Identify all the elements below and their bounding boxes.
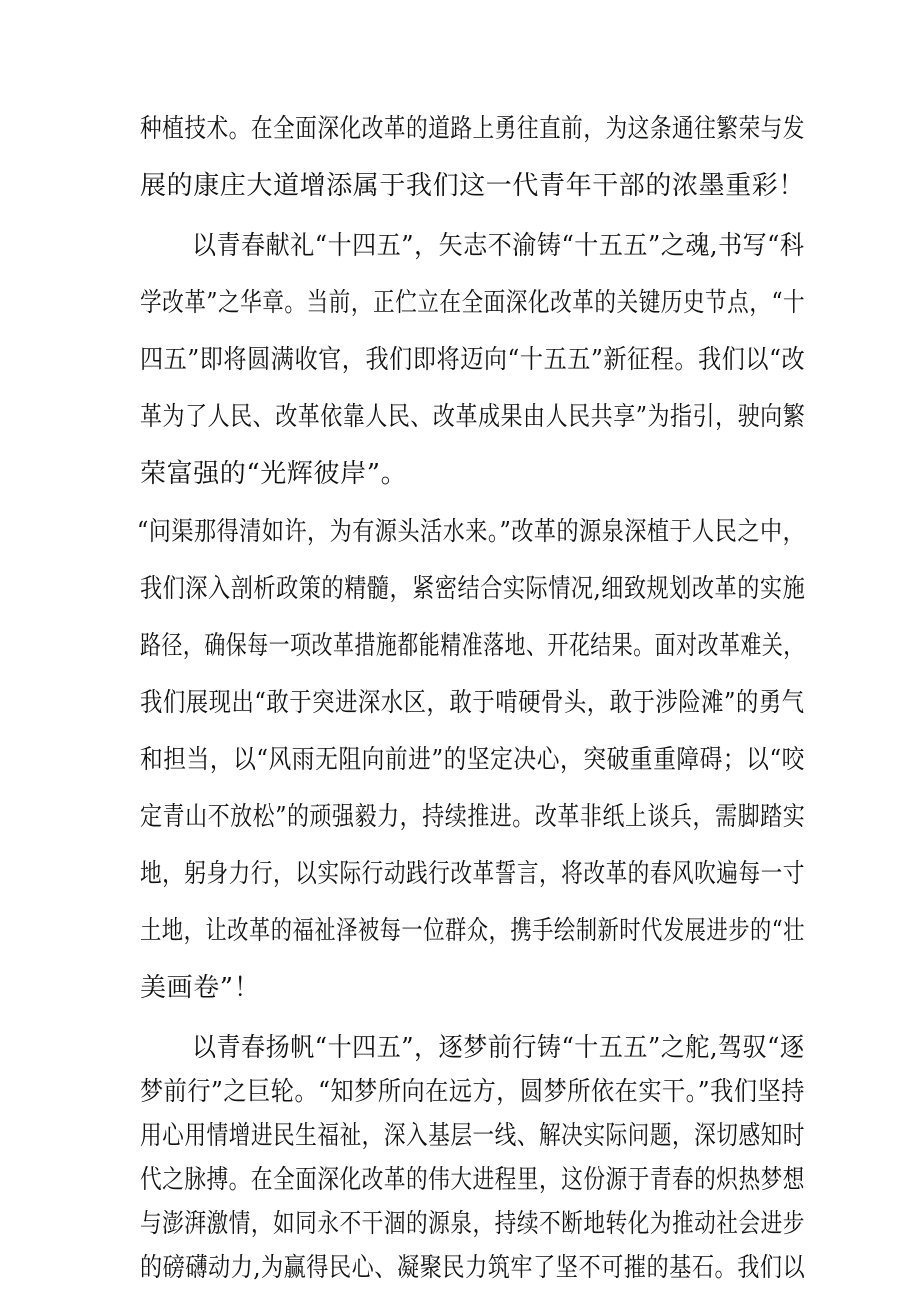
text-line: 土地，让改革的福祉泽被每一位群众，携手绘制新时代发展进步的“壮 <box>140 916 805 946</box>
text-line: 梦前行”之巨轮。“知梦所向在远方，圆梦所依在实干。”我们坚持 <box>140 1077 805 1107</box>
text-line: 地，躬身力行，以实际行动践行改革誓言，将改革的春风吹遍每一寸 <box>140 859 805 889</box>
text-line: 四五”即将圆满收官，我们即将迈向“十五五”新征程。我们以“改 <box>140 345 806 375</box>
text-line: 我们深入剖析政策的精髓，紧密结合实际情况,细致规划改革的实施 <box>140 574 806 604</box>
text-line: 定青山不放松”的顽强毅力，持续推进。改革非纸上谈兵，需脚踏实 <box>140 802 806 832</box>
text-line: “问渠那得清如许，为有源头活水来。”改革的源泉深植于人民之中， <box>137 517 806 547</box>
text-line: 用心用情增进民生福祉，深入基层一线、解决实际问题，深切感知时 <box>140 1121 805 1151</box>
text-line: 代之脉搏。在全面深化改革的伟大进程里，这份源于青春的炽热梦想 <box>140 1165 805 1195</box>
text-line: 以青春献礼“十四五”，矢志不渝铸“十五五”之魂,书写“科 <box>192 231 805 261</box>
text-line: 学改革”之华章。当前，正伫立在全面深化改革的关键历史节点，“十 <box>140 288 806 318</box>
text-line: 我们展现出“敢于突进深水区，敢于啃硬骨头，敢于涉险滩”的勇气 <box>140 688 805 718</box>
text-line: 和担当，以“风雨无阻向前进”的坚定决心，突破重重障碍；以“咬 <box>140 745 805 775</box>
text-line: 路径，确保每一项改革措施都能精准落地、开花结果。面对改革难关， <box>140 631 805 661</box>
text-line: 革为了人民、改革依靠人民、改革成果由人民共享”为指引，驶向繁 <box>140 402 806 432</box>
text-line: 美画卷”！ <box>140 973 261 1003</box>
text-line: 展的康庄大道增添属于我们这一代青年干部的浓墨重彩！ <box>140 171 806 201</box>
text-line: 的磅礴动力,为赢得民心、凝聚民力筑牢了坚不可摧的基石。我们以 <box>140 1253 806 1283</box>
text-line: 种植技术。在全面深化改革的道路上勇往直前，为这条通往繁荣与发 <box>140 114 805 144</box>
text-line: 荣富强的“光辉彼岸”。 <box>140 459 408 489</box>
text-line: 以青春扬帆“十四五”，逐梦前行铸“十五五”之舵,驾驭“逐 <box>192 1033 805 1063</box>
text-line: 与澎湃激情，如同永不干涸的源泉，持续不断地转化为推动社会进步 <box>140 1209 805 1239</box>
